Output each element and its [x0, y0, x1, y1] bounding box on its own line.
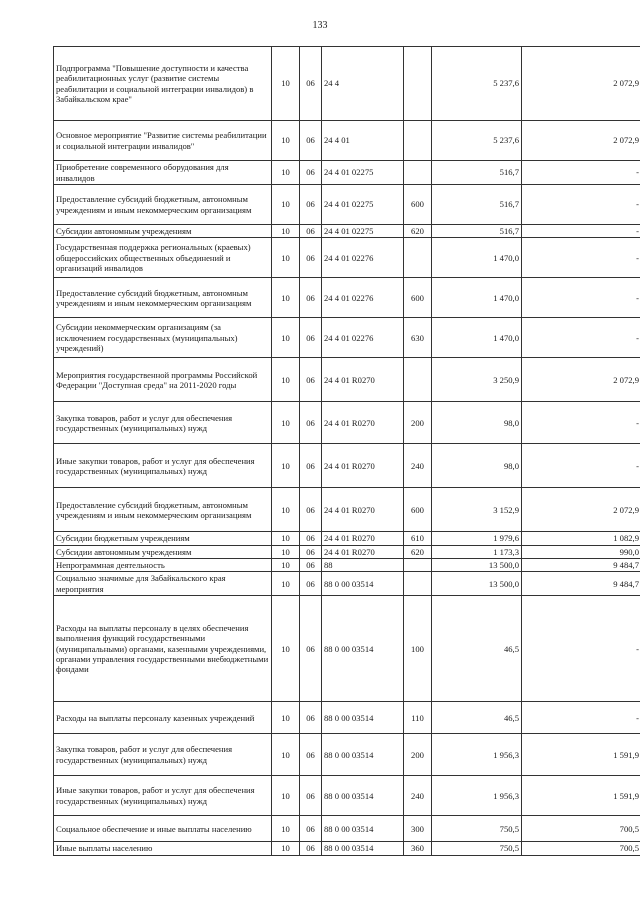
- row-vr: 240: [404, 776, 432, 816]
- row-value-1: 13 500,0: [432, 558, 522, 571]
- row-name: Мероприятия государственной программы Российской Федерации "Доступная среда" на 2011-2020 годы: [54, 358, 272, 402]
- row-name: Предоставление субсидий бюджетным, автономным учреждениям и иным некоммерческим организациям: [54, 488, 272, 532]
- row-value-1: 1 956,3: [432, 776, 522, 816]
- row-value-2: -: [522, 225, 640, 238]
- row-pr: 06: [300, 47, 322, 121]
- row-name: Субсидии некоммерческим организациям (за исключением государственных (муниципальных) учреждений): [54, 318, 272, 358]
- row-vr: 200: [404, 402, 432, 444]
- row-value-2: -: [522, 161, 640, 185]
- row-pr: 06: [300, 185, 322, 225]
- row-csr: 24 4 01 R0270: [322, 444, 404, 488]
- row-vr: [404, 238, 432, 278]
- row-value-1: 516,7: [432, 225, 522, 238]
- row-pr: 06: [300, 572, 322, 596]
- row-value-1: 750,5: [432, 842, 522, 855]
- row-value-2: 9 484,7: [522, 558, 640, 571]
- page-number: 133: [312, 20, 328, 31]
- row-vr: 200: [404, 734, 432, 776]
- budget-table: [53, 46, 640, 856]
- row-pr: 06: [300, 532, 322, 545]
- row-pr: 06: [300, 225, 322, 238]
- row-name: Расходы на выплаты персоналу в целях обеспечения выполнения функций государственными (муниципальными) органами, казенными учреждениями, органами управления государственными внебюджетными фондами: [54, 596, 272, 702]
- row-name: Субсидии бюджетным учреждениям: [54, 532, 272, 545]
- row-rz: 10: [272, 358, 300, 402]
- row-name: Иные закупки товаров, работ и услуг для обеспечения государственных (муниципальных) нужд: [54, 444, 272, 488]
- row-value-2: 1 591,9: [522, 776, 640, 816]
- row-pr: 06: [300, 488, 322, 532]
- table-row: [54, 842, 640, 855]
- row-value-1: 98,0: [432, 444, 522, 488]
- row-rz: 10: [272, 596, 300, 702]
- table-row: [54, 734, 640, 776]
- row-value-1: 1 470,0: [432, 318, 522, 358]
- row-value-2: 2 072,9: [522, 121, 640, 161]
- row-vr: 110: [404, 702, 432, 734]
- row-csr: 24 4 01 02275: [322, 225, 404, 238]
- table-row: [54, 444, 640, 488]
- row-value-2: 2 072,9: [522, 488, 640, 532]
- row-rz: 10: [272, 161, 300, 185]
- row-name: Социальное обеспечение и иные выплаты населению: [54, 816, 272, 842]
- row-pr: 06: [300, 842, 322, 855]
- row-value-2: -: [522, 185, 640, 225]
- row-name: Закупка товаров, работ и услуг для обеспечения государственных (муниципальных) нужд: [54, 402, 272, 444]
- row-rz: 10: [272, 402, 300, 444]
- table-row: [54, 816, 640, 842]
- row-pr: 06: [300, 702, 322, 734]
- row-value-1: 1 173,3: [432, 545, 522, 558]
- row-value-2: 1 082,9: [522, 532, 640, 545]
- row-vr: 100: [404, 596, 432, 702]
- row-rz: 10: [272, 444, 300, 488]
- row-value-2: -: [522, 402, 640, 444]
- row-value-1: 1 979,6: [432, 532, 522, 545]
- row-csr: 88 0 00 03514: [322, 776, 404, 816]
- row-value-2: -: [522, 702, 640, 734]
- row-csr: 24 4 01 02276: [322, 278, 404, 318]
- row-pr: 06: [300, 161, 322, 185]
- row-value-1: 1 956,3: [432, 734, 522, 776]
- row-value-2: -: [522, 596, 640, 702]
- row-value-2: 700,5: [522, 842, 640, 855]
- row-value-1: 1 470,0: [432, 238, 522, 278]
- row-csr: 24 4 01 R0270: [322, 402, 404, 444]
- row-rz: 10: [272, 702, 300, 734]
- row-value-1: 13 500,0: [432, 572, 522, 596]
- row-value-2: 9 484,7: [522, 572, 640, 596]
- row-name: Субсидии автономным учреждениям: [54, 225, 272, 238]
- row-rz: 10: [272, 238, 300, 278]
- row-pr: 06: [300, 121, 322, 161]
- row-csr: 88 0 00 03514: [322, 816, 404, 842]
- row-rz: 10: [272, 572, 300, 596]
- row-rz: 10: [272, 318, 300, 358]
- row-pr: 06: [300, 596, 322, 702]
- row-vr: [404, 47, 432, 121]
- table-row: [54, 161, 640, 185]
- row-pr: 06: [300, 358, 322, 402]
- row-csr: 88 0 00 03514: [322, 702, 404, 734]
- row-vr: [404, 358, 432, 402]
- row-name: Государственная поддержка региональных (краевых) общероссийских общественных объединений и организаций инвалидов: [54, 238, 272, 278]
- row-pr: 06: [300, 776, 322, 816]
- row-pr: 06: [300, 278, 322, 318]
- row-csr: 88 0 00 03514: [322, 596, 404, 702]
- row-csr: 24 4 01 02276: [322, 238, 404, 278]
- row-vr: [404, 572, 432, 596]
- row-value-1: 1 470,0: [432, 278, 522, 318]
- row-name: Закупка товаров, работ и услуг для обеспечения государственных (муниципальных) нужд: [54, 734, 272, 776]
- row-value-2: 2 072,9: [522, 47, 640, 121]
- row-rz: 10: [272, 842, 300, 855]
- row-rz: 10: [272, 558, 300, 571]
- row-name: Предоставление субсидий бюджетным, автономным учреждениям и иным некоммерческим организациям: [54, 278, 272, 318]
- table-row: [54, 358, 640, 402]
- row-value-2: -: [522, 278, 640, 318]
- row-rz: 10: [272, 545, 300, 558]
- table-row: [54, 545, 640, 558]
- table-row: [54, 278, 640, 318]
- row-value-2: 1 591,9: [522, 734, 640, 776]
- row-vr: 600: [404, 278, 432, 318]
- table-row: [54, 47, 640, 121]
- row-rz: 10: [272, 532, 300, 545]
- row-csr: 24 4 01 R0270: [322, 545, 404, 558]
- row-rz: 10: [272, 734, 300, 776]
- row-name: Социально значимые для Забайкальского края мероприятия: [54, 572, 272, 596]
- row-vr: 630: [404, 318, 432, 358]
- table-row: [54, 402, 640, 444]
- row-pr: 06: [300, 318, 322, 358]
- row-csr: 24 4 01 02275: [322, 185, 404, 225]
- table-row: [54, 702, 640, 734]
- row-name: Субсидии автономным учреждениям: [54, 545, 272, 558]
- table-row: [54, 558, 640, 571]
- row-value-2: 2 072,9: [522, 358, 640, 402]
- row-pr: 06: [300, 545, 322, 558]
- row-name: Расходы на выплаты персоналу казенных учреждений: [54, 702, 272, 734]
- row-value-2: -: [522, 238, 640, 278]
- row-csr: 24 4 01 02275: [322, 161, 404, 185]
- table-row: [54, 572, 640, 596]
- table-row: [54, 318, 640, 358]
- table-row: [54, 225, 640, 238]
- row-csr: 24 4: [322, 47, 404, 121]
- row-pr: 06: [300, 444, 322, 488]
- row-vr: 600: [404, 488, 432, 532]
- row-vr: [404, 558, 432, 571]
- row-name: Основное мероприятие "Развитие системы реабилитации и социальной интеграции инвалидов": [54, 121, 272, 161]
- row-value-1: 5 237,6: [432, 47, 522, 121]
- row-vr: 600: [404, 185, 432, 225]
- row-vr: 360: [404, 842, 432, 855]
- table-row: [54, 121, 640, 161]
- row-value-1: 516,7: [432, 161, 522, 185]
- row-value-1: 516,7: [432, 185, 522, 225]
- row-value-2: -: [522, 318, 640, 358]
- table-row: [54, 238, 640, 278]
- row-csr: 24 4 01 R0270: [322, 358, 404, 402]
- row-rz: 10: [272, 278, 300, 318]
- row-name: Иные закупки товаров, работ и услуг для обеспечения государственных (муниципальных) нужд: [54, 776, 272, 816]
- row-vr: 620: [404, 545, 432, 558]
- row-csr: 24 4 01 R0270: [322, 532, 404, 545]
- row-value-1: 98,0: [432, 402, 522, 444]
- row-value-1: 46,5: [432, 596, 522, 702]
- row-value-1: 3 250,9: [432, 358, 522, 402]
- table-row: [54, 532, 640, 545]
- row-pr: 06: [300, 238, 322, 278]
- row-vr: [404, 121, 432, 161]
- table-row: [54, 776, 640, 816]
- row-value-1: 46,5: [432, 702, 522, 734]
- row-csr: 88 0 00 03514: [322, 842, 404, 855]
- row-vr: 620: [404, 225, 432, 238]
- row-name: Иные выплаты населению: [54, 842, 272, 855]
- row-name: Предоставление субсидий бюджетным, автономным учреждениям и иным некоммерческим организациям: [54, 185, 272, 225]
- row-pr: 06: [300, 402, 322, 444]
- row-csr: 24 4 01 R0270: [322, 488, 404, 532]
- row-name: Непрограммная деятельность: [54, 558, 272, 571]
- row-value-1: 5 237,6: [432, 121, 522, 161]
- row-vr: 240: [404, 444, 432, 488]
- row-csr: 88 0 00 03514: [322, 734, 404, 776]
- row-rz: 10: [272, 225, 300, 238]
- row-rz: 10: [272, 776, 300, 816]
- row-rz: 10: [272, 488, 300, 532]
- row-csr: 88: [322, 558, 404, 571]
- row-rz: 10: [272, 185, 300, 225]
- row-name: Подпрограмма "Повышение доступности и качества реабилитационных услуг (развитие системы реабилитации и социальной интеграции инвалидов) в Забайкальском крае": [54, 47, 272, 121]
- row-pr: 06: [300, 816, 322, 842]
- row-value-1: 3 152,9: [432, 488, 522, 532]
- table-row: [54, 596, 640, 702]
- table-row: [54, 488, 640, 532]
- row-csr: 24 4 01: [322, 121, 404, 161]
- row-value-1: 750,5: [432, 816, 522, 842]
- row-value-2: 700,5: [522, 816, 640, 842]
- row-csr: 24 4 01 02276: [322, 318, 404, 358]
- row-rz: 10: [272, 121, 300, 161]
- row-vr: [404, 161, 432, 185]
- row-vr: 300: [404, 816, 432, 842]
- table-row: [54, 185, 640, 225]
- row-vr: 610: [404, 532, 432, 545]
- row-rz: 10: [272, 816, 300, 842]
- row-pr: 06: [300, 734, 322, 776]
- row-name: Приобретение современного оборудования для инвалидов: [54, 161, 272, 185]
- row-pr: 06: [300, 558, 322, 571]
- row-value-2: -: [522, 444, 640, 488]
- row-csr: 88 0 00 03514: [322, 572, 404, 596]
- row-rz: 10: [272, 47, 300, 121]
- row-value-2: 990,0: [522, 545, 640, 558]
